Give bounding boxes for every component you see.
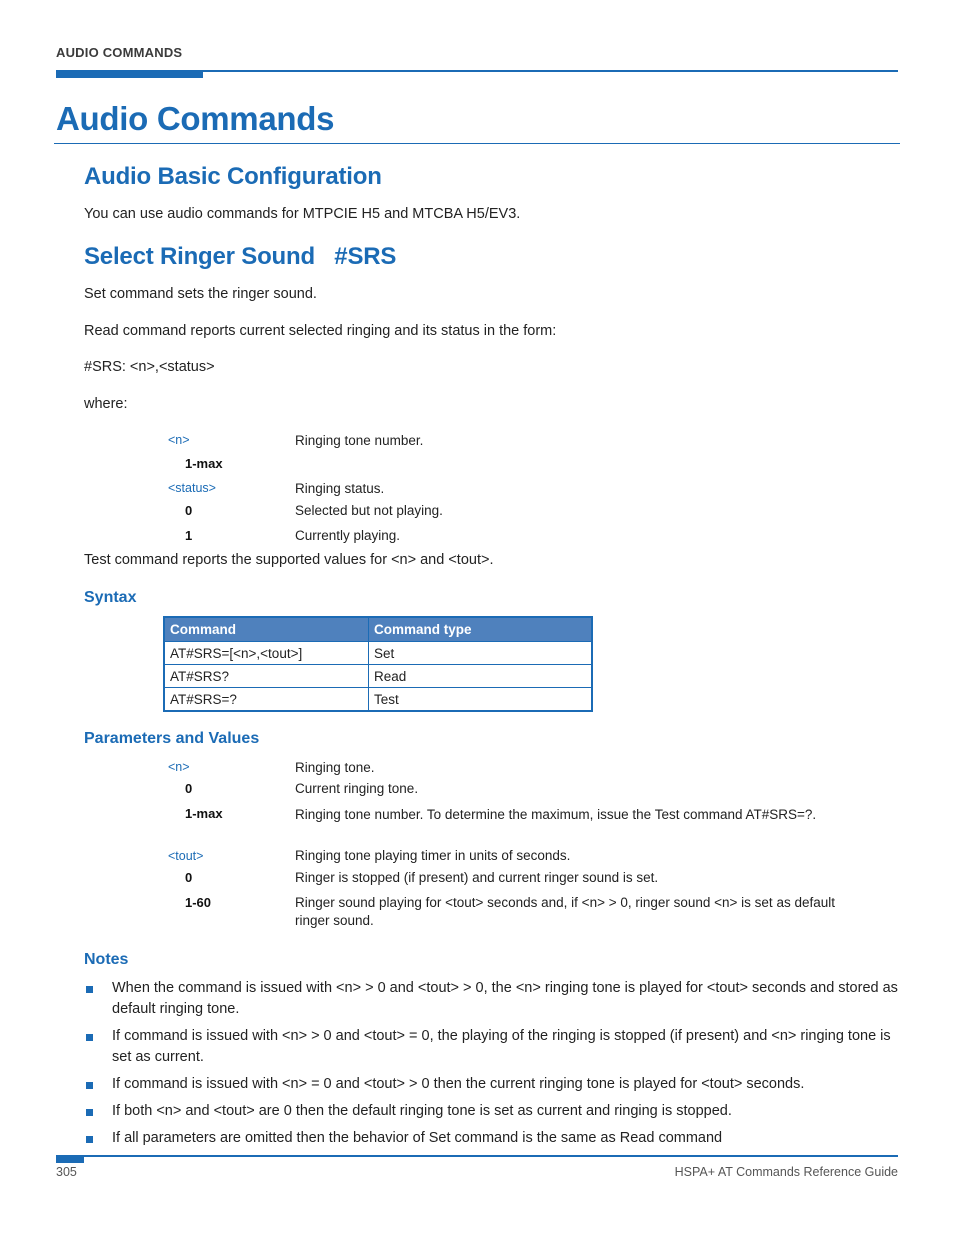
- param-value: 0: [185, 781, 193, 796]
- param-description: Current ringing tone.: [295, 781, 419, 796]
- paragraph-response-format: #SRS: <n>,<status>: [84, 359, 215, 375]
- list-item: [84, 1026, 899, 1068]
- note-text: If both <n> and <tout> are 0 then the default ringing tone is set as current and ringing is stopped.: [112, 1103, 732, 1119]
- paragraph-where: where:: [84, 396, 128, 412]
- note-text: If command is issued with <n> = 0 and <tout> > 0 then the current ringing tone is played for <tout> seconds.: [112, 1076, 805, 1092]
- param-value: 1: [185, 528, 193, 543]
- header-accent-bar: [56, 70, 203, 78]
- table-cell: Set: [369, 642, 593, 665]
- param-description: Ringing tone number. To determine the maximum, issue the Test command AT#SRS=?.: [295, 807, 817, 822]
- section-heading-select-ringer-sound: Select Ringer Sound #SRS: [84, 243, 397, 270]
- paragraph-set-command: Set command sets the ringer sound.: [84, 286, 317, 302]
- param-description: Currently playing.: [295, 528, 401, 543]
- square-bullet-icon: [86, 1034, 93, 1041]
- square-bullet-icon: [86, 1136, 93, 1143]
- param-description: Ringer is stopped (if present) and current ringer sound is set.: [295, 870, 659, 885]
- table-cell: AT#SRS=?: [164, 688, 369, 712]
- subheading-notes: Notes: [84, 951, 129, 968]
- note-text: If command is issued with <n> > 0 and <tout> = 0, the playing of the ringing is stopped (if present) and <n> ringing tone is set as current.: [112, 1028, 891, 1065]
- list-item: [84, 978, 899, 1020]
- table-row: [164, 642, 592, 665]
- note-text: If all parameters are omitted then the behavior of Set command is the same as Read command: [112, 1130, 723, 1146]
- subheading-syntax: Syntax: [84, 589, 137, 606]
- section-body-text: You can use audio commands for MTPCIE H5 and MTCBA H5/EV3.: [84, 206, 521, 222]
- table-cell: AT#SRS?: [164, 665, 369, 688]
- table-cell: Read: [369, 665, 593, 688]
- param-description: Ringing tone.: [295, 760, 375, 775]
- page-title: Audio Commands: [56, 100, 335, 137]
- section-heading-audio-basic-configuration: Audio Basic Configuration: [84, 163, 382, 190]
- subheading-parameters-and-values: Parameters and Values: [84, 730, 260, 747]
- note-text: When the command is issued with <n> > 0 and <tout> > 0, the <n> ringing tone is played for <tout> seconds and stored as default ringing tone.: [112, 980, 898, 1017]
- paragraph-read-command: Read command reports current selected ringing and its status in the form:: [84, 323, 557, 339]
- table-cell: Test: [369, 688, 593, 712]
- param-description: Ringing tone playing timer in units of seconds.: [295, 848, 571, 863]
- param-description: Ringing status.: [295, 481, 385, 496]
- param-value: 1-60: [185, 895, 212, 910]
- table-row: [164, 665, 592, 688]
- param-value: 0: [185, 870, 193, 885]
- param-value: 1-max: [185, 806, 223, 821]
- title-rule: [54, 143, 900, 144]
- param-value: 1-max: [185, 456, 223, 471]
- syntax-table: [163, 616, 593, 712]
- table-row: [164, 688, 592, 712]
- param-term: <tout>: [168, 849, 204, 863]
- param-value: 0: [185, 503, 193, 518]
- param-description: Ringer sound playing for <tout> seconds and, if <n> > 0, ringer sound <n> is set as default ringer sound.: [295, 895, 835, 928]
- running-header: AUDIO COMMANDS: [56, 45, 183, 60]
- table-cell: AT#SRS=[<n>,<tout>]: [164, 642, 369, 665]
- list-item: [84, 1101, 899, 1122]
- footer-rule: [56, 1155, 898, 1157]
- list-item: [84, 1128, 899, 1149]
- square-bullet-icon: [86, 986, 93, 993]
- notes-list: [84, 978, 899, 1155]
- footer-document-title: HSPA+ AT Commands Reference Guide: [674, 1165, 898, 1179]
- param-description: Selected but not playing.: [295, 503, 443, 518]
- footer-accent-bar: [56, 1155, 84, 1163]
- square-bullet-icon: [86, 1082, 93, 1089]
- column-header-command: Command: [164, 617, 369, 642]
- table-header-row: [164, 617, 592, 642]
- square-bullet-icon: [86, 1109, 93, 1116]
- param-term: <n>: [168, 760, 190, 774]
- column-header-command-type: Command type: [369, 617, 593, 642]
- param-term: <status>: [168, 481, 216, 495]
- param-term: <n>: [168, 433, 190, 447]
- list-item: [84, 1074, 899, 1095]
- page-number: 305: [56, 1165, 77, 1179]
- param-description: Ringing tone number.: [295, 433, 424, 448]
- paragraph-test-command: Test command reports the supported values for <n> and <tout>.: [84, 552, 494, 568]
